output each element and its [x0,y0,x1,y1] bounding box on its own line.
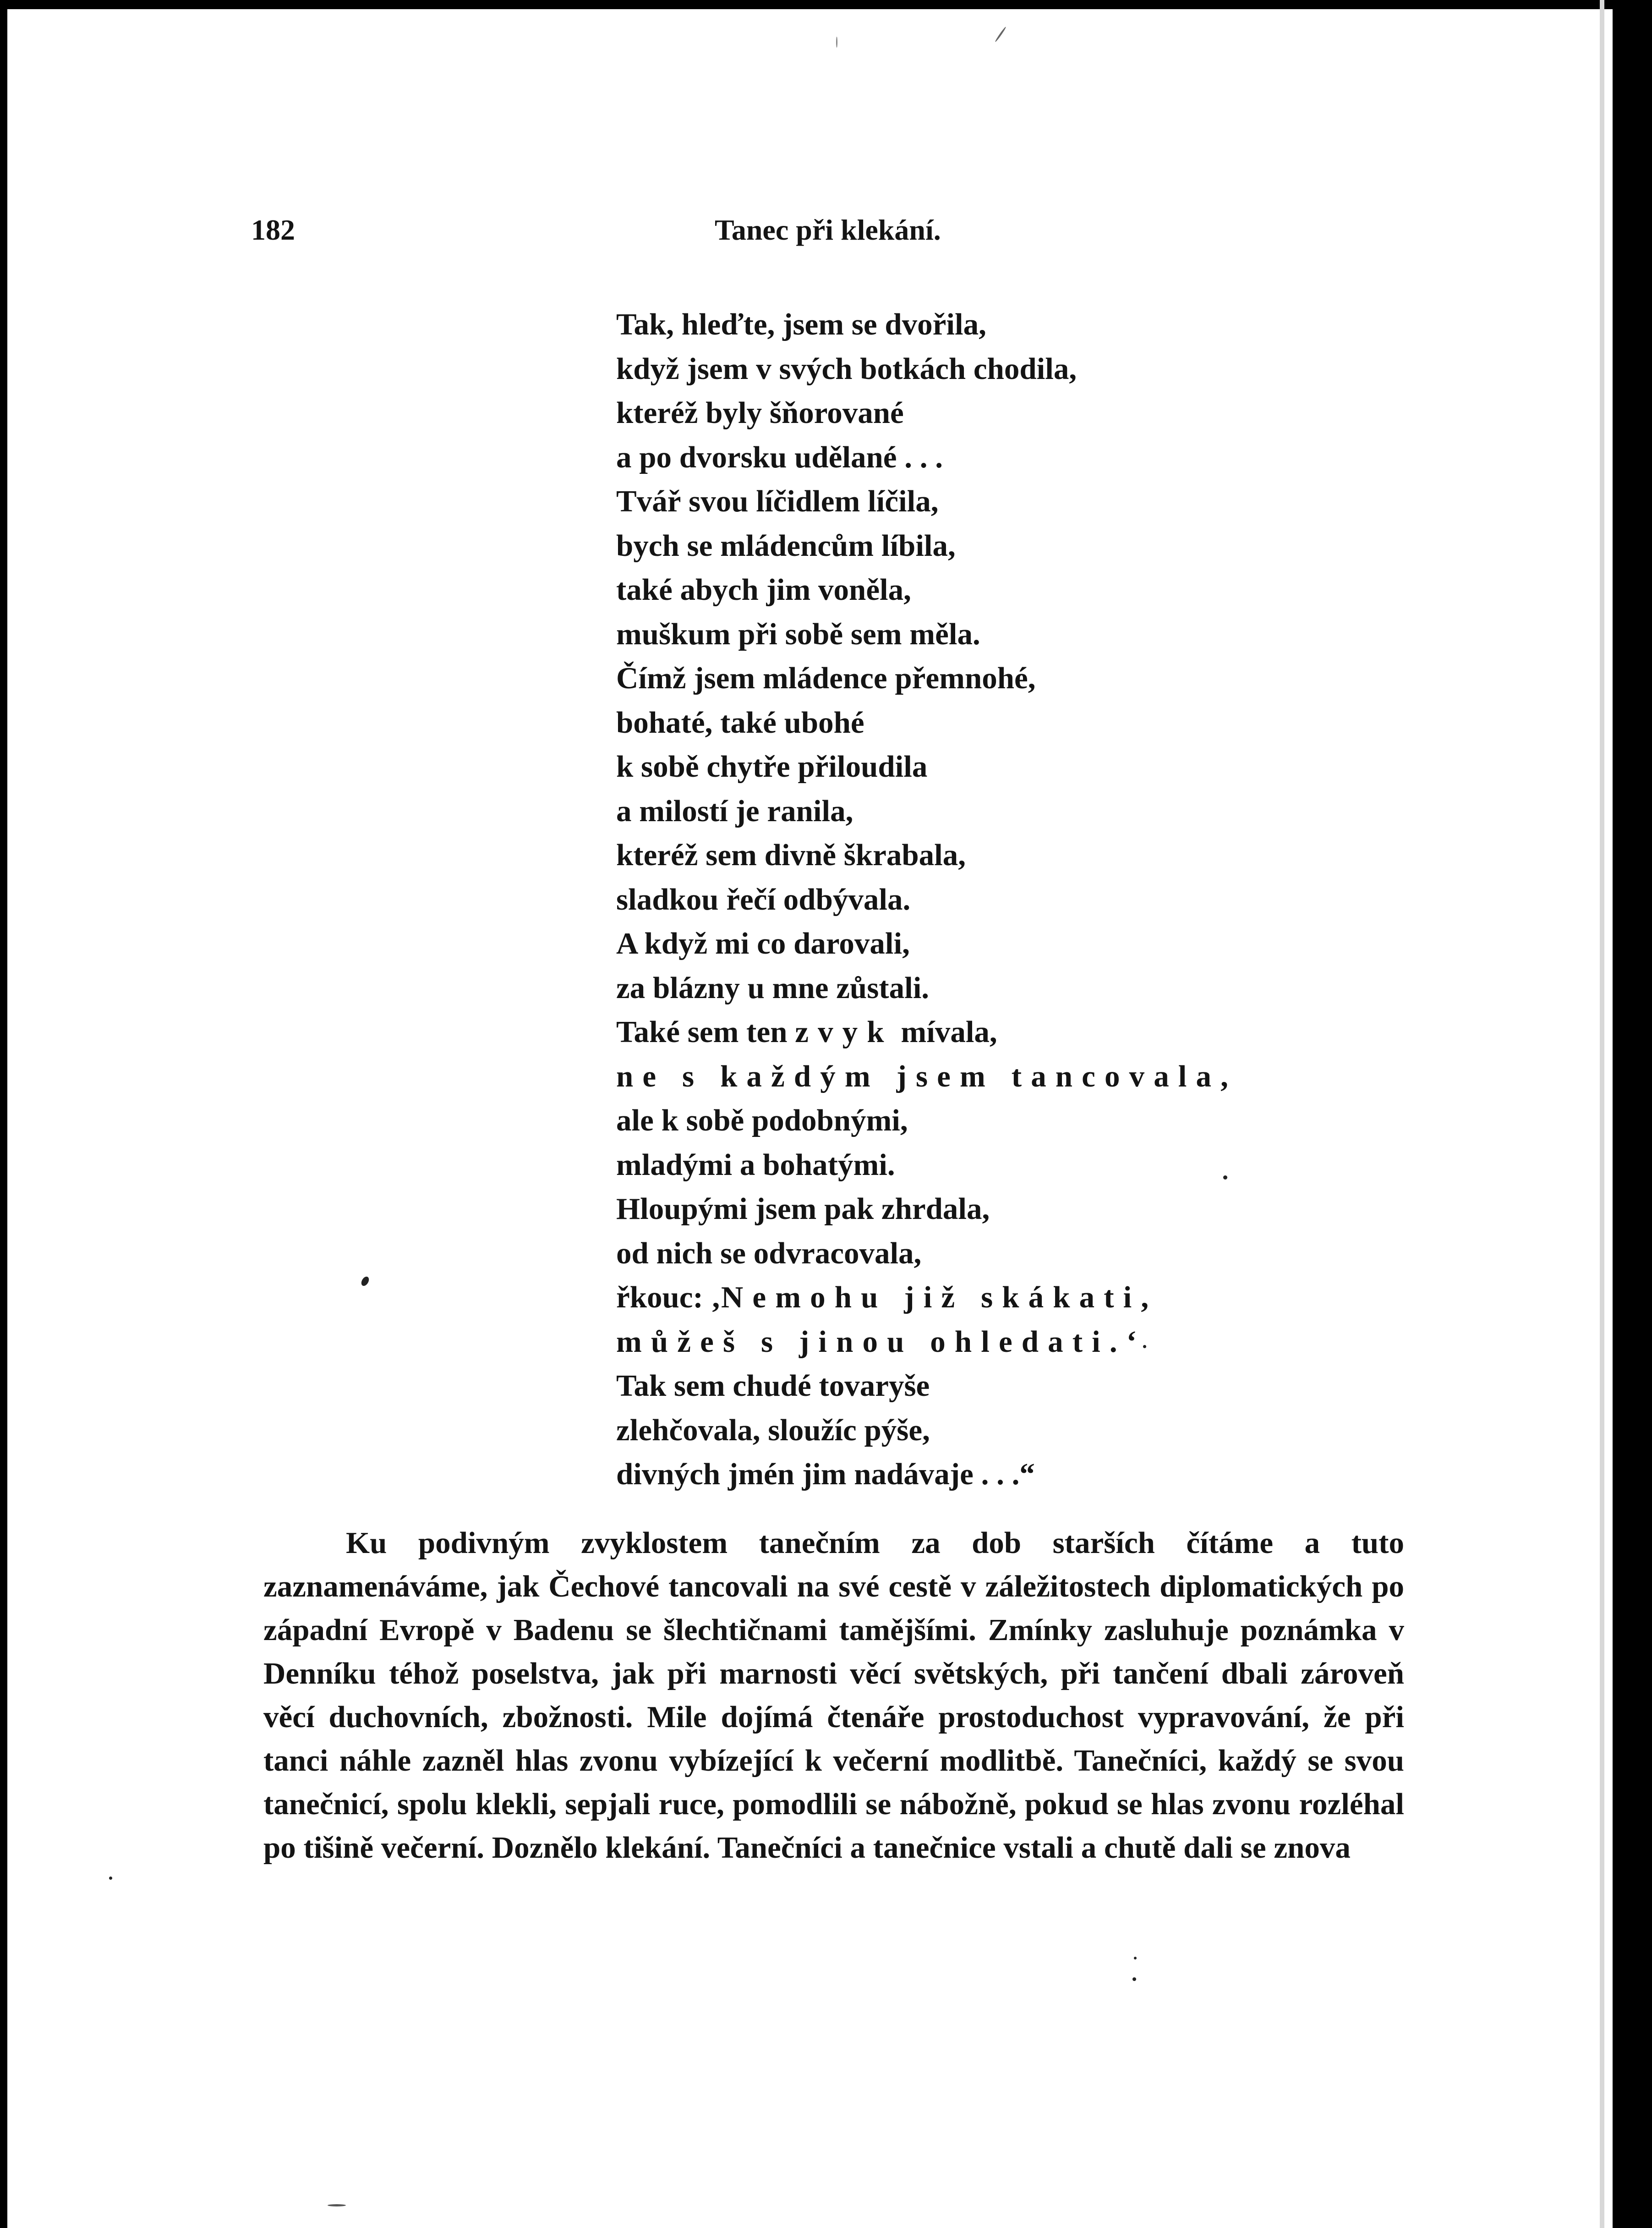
poem-text: mívala, [893,1015,997,1049]
poem-line: Tak, hleďte, jsem se dvořila, [616,307,986,341]
scan-speck [836,37,837,48]
poem-line: bych se mládencům líbila, [616,528,956,563]
poem-line: Tak sem chudé tovaryše [616,1369,930,1403]
poem-line: Čímž jsem mládence přemnohé, [616,661,1036,695]
poem-line: Hloupými jsem pak zhrdala, [616,1192,990,1226]
scan-speck [360,1275,370,1287]
spaced-emphasis: můžeš s jinou ohledati. [616,1324,1127,1359]
poem-line: k sobě chytře přiloudila [616,750,928,784]
poem-line-spaced [616,1010,1258,1054]
poem-text: Také sem ten [616,1015,795,1049]
running-title: Tanec při klekání. [715,214,941,246]
poem-line-spaced [616,1275,1258,1320]
poem-text: řkouc: ‚ [616,1280,721,1314]
poem-line: mladými a bohatými. [616,1147,895,1182]
scan-speck [1132,1977,1136,1981]
poem-line: zlehčovala, sloužíc pýše, [616,1413,930,1447]
scan-speck [328,2204,346,2206]
scan-speck [109,1877,112,1880]
scan-speck [995,26,1007,42]
poem-line: kteréž byly šňorované [616,396,904,430]
poem-line: A když mi co darovali, [616,927,910,960]
scan-speck [1143,1345,1146,1348]
spaced-emphasis: Nemohu již skákati, [721,1280,1158,1314]
poem-line: sladkou řečí odbývala. [616,882,911,916]
poem-line: ale k sobě podobnými, [616,1103,908,1137]
scan-speck [1223,1175,1227,1180]
poem-line: Tvář svou líčidlem líčila, [616,484,939,518]
poem-line: když jsem v svých botkách chodila, [616,351,1077,386]
scan-edge-top [0,0,1652,9]
spaced-emphasis: zvyk [795,1015,893,1049]
poem [616,302,1258,1497]
poem-line: bohaté, také ubohé [616,705,864,740]
poem-line-spaced [616,1320,1258,1364]
spaced-emphasis: ne s každým jsem tancovala, [616,1059,1237,1093]
scan-edge-left [0,0,7,2228]
poem-line: a milostí je ranila, [616,794,853,828]
poem-line: muškum při sobě sem měla. [616,617,980,651]
scan-edge-right [1613,0,1652,2228]
poem-text: ‘ [1126,1324,1137,1359]
poem-line: divných jmén jim nadávaje . . .“ [616,1457,1035,1491]
poem-line-spaced [616,1054,1258,1099]
poem-line: a po dvorsku udělané . . . [616,440,943,474]
poem-line: kteréž sem divně škrabala, [616,838,966,872]
poem-line: za blázny u mne zůstali. [616,971,930,1005]
page-number: 182 [251,214,295,246]
poem-line: také abych jim voněla, [616,573,911,607]
body-paragraph: Ku podivným zvyklostem tanečním za dob starších čítáme a tuto zaznamenáváme, jak Čechové tancovali na své cestě v záležitostech diplomatických po západní Evropě v Badenu se šlechtičnami tamějšími. Zmínky zasluhuje poznámka v Denníku téhož poselstva, jak při marnosti věcí světských, při tančení dbali zároveň věcí duchovních, zbožnosti. Mile dojímá čtenáře prostoduchost vypravování, že při tanci náhle zazněl hlas zvonu vybízející k večerní modlitbě. Tanečníci, každý se svou tanečnicí, spolu klekli, sepjali ruce, pomodlili se nábožně, pokud se hlas zvonu rozléhal po tišině večerní. Doznělo klekání. Tanečníci a tanečnice vstali a chutě dali se znova [263,1526,1404,1865]
poem-line: od nich se odvracovala, [616,1236,922,1270]
scan-speck [1134,1957,1137,1959]
page-edge-shadow [1600,0,1604,2228]
